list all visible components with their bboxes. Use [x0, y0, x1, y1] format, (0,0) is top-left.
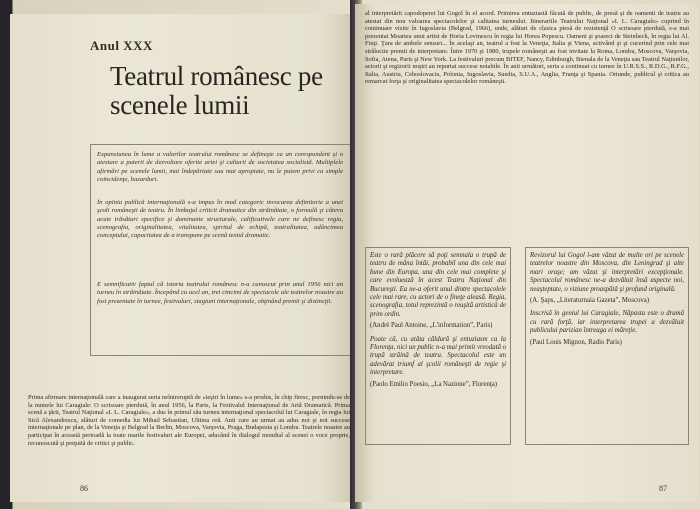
left-page — [10, 14, 355, 502]
quote-source: (Paolo Emilio Poesio, „La Nazione”, Florenţa) — [370, 380, 498, 388]
intro-paragraph-2: În opinia publică internaţională s-a impus în mod categoric invocarea definitorie a unei şcoli româneşti de teatru. În limbajul criticii dramatice din străinătate, o formulă şi câteva acute trăsături specifice şi dominante structurale, calificativele care ne definesc regia, scenografia, originalitatea, vitalitatea, spiritul de echipă, teatralitatea, adâncimea conceptului, capacitatea de a transpune pe scenă textul dramatic. — [97, 199, 343, 240]
quote-source: (A. Şaps, „Literaturnaia Gazeta”, Moscova) — [530, 297, 650, 305]
page-number-right: 87 — [659, 484, 667, 493]
section-kicker: Anul XXX — [90, 38, 153, 53]
quote-text: Inscrisă în geniul lui Caragiale, Năpasta este o dramă cu rară forţă, iar interpretarea trupei a dezvăluit publicului parizian întreaga ei măreţie. — [530, 310, 684, 335]
quote-text: Poate că, cu atâta căldură şi entuziasm ca la Florenţa, nici un public n-a mai primit vreodată o trupă străină de teatru. Spectacolul este un adevărat triumf al şcolii româneşti de regie şi interpretare. — [370, 335, 506, 377]
right-page — [355, 4, 697, 502]
body-text-left: Prima afirmare internaţională care a inaugurat seria neîntreruptă de «ieşiri în lume» s-a produs, în chip firesc, pornindu-se de la numele lui Caragiale: O scrisoare pierdută, în anul 1956, la Paris, la Festivalul Internaţional de Artă Dramatică. Prima scenă a ţării, Teatrul Naţional «I. L. Caragiale», a dus în primul său turneu internaţional spectacolul lui Caragiale, în regia lui Sică Alexandrescu, alături de comedia lui Mihail Sebastian, Ultima oră. Anii care au urmat au adus noi şi noi succese internaţionale pe plan, de la Veneţia şi Belgrad la Berlin, Moscova, Varşovia, Praga, Budapesta şi Londra. Teatrele noastre au participat în această perioadă la toate marile festivaluri ale Europei, aducând în dialogul mondial al scenei o voce proprie, recunoscută şi preţuită de critici şi public. — [28, 394, 350, 447]
quote-text: Revizorul lui Gogol l-am văzut de multe ori pe scenele teatrelor noastre din Moscova, din Leningrad şi alte mari oraşe; am văzut şi interpretări excepţionale. Spectacolul românesc ne-a dezvăluit însă aspecte noi, neaşteptate, o viziune proaspătă şi profund originală. — [530, 252, 684, 293]
quote-source: (Paul Louis Mignon, Radio Paris) — [530, 338, 622, 346]
intro-paragraph-1: Expansiunea în lume a valorilor teatrului românesc se defineşte ca un corespondent şi o atestare a puterii de dezvoltare oferite artei şi culturii de societatea socialistă. Multiplele afirmări pe scenele lumii, mai îndepărtate sau mai apropiate, nu le putem privi ca simple coincidenţe, hazarduri. — [97, 151, 343, 183]
article-title: Teatrul românesc pe scenele lumii — [110, 62, 323, 120]
quote-box-left — [365, 247, 511, 445]
quote-source: (André Paul Antoine, „L'information”, Paris) — [370, 322, 493, 330]
quote-box-right — [525, 247, 689, 445]
intro-box — [90, 144, 352, 356]
page-number-left: 86 — [80, 484, 88, 493]
body-text-right: al interpretării capodoperei lui Gogol în el acord. Primirea entuziastă făcută de public, de presă şi de oamenii de teatru au atestat din nou valoarea spectacolelor şi calitatea turneului. Itinerariile Teatrului Naţional «I. L. Caragiale» cuprind în continuare vizite în Iugoslavia (Belgrad, 1966), unde, alături de clasica piesă de rezistenţă O scrisoare pierdută, s-a mai prezentat Moartea unui artist de Horia Lovinescu în regia lui Horea Popescu. Oameni şi şoareci de Steinbeck, în regia lui Al. Finţi. Ţara de ambele sensuri... În acelaşi an, teatrul a fost la Veneţia, Italia şi Viena, activând şi şi cucerind prin cele mai strălucite premii de interpretare. Între 1970 şi 1980, trupele româneşti au fost invitate la Roma, Londra, Moscova, Varşovia, Sofia, Atena, Paris şi New York. La festivaluri precum BITEF, Nancy, Edinburgh, Bienala de la Veneţia sau Teatrul Naţiunilor, actorii şi regizorii noştri au repurtat succese notabile. În anii următori, seria a continuat cu turnee în U.R.S.S., R.D.G., R.F.G., Italia, Austria, Cehoslovacia, Polonia, Iugoslavia, Suedia, S.U.A., Anglia, Franţa şi Spania. Oriunde, publicul şi critica au remarcat forţa şi originalitatea spectacolelor româneşti. — [365, 10, 689, 86]
intro-paragraph-3: E semnificativ faptul că istoria teatrului românesc n-a cunoscut prin anul 1956 nici un turneu în străinătate. Începând cu acel an, trei cincimi de spectacole ale teatrelor noastre au fost prezentate în turnee, festivaluri, stagiuni internaţionale, obţinând premii şi distincţii. — [97, 281, 343, 305]
quote-text: Este o rară plăcere să poţi semnala o trupă de teatru de mâna întâi, probabil una din cele mai bune din Europa, una din cele mai complete şi care evoluează în acest Teatru Naţional din Bucureşti. Ea ne-a oferit unul dintre spectacolele cele mai rare, cu actori de o fineţe aleasă. Regia, scenografia, totul reprezintă o reuşită artistică de prim ordin. — [370, 252, 506, 318]
